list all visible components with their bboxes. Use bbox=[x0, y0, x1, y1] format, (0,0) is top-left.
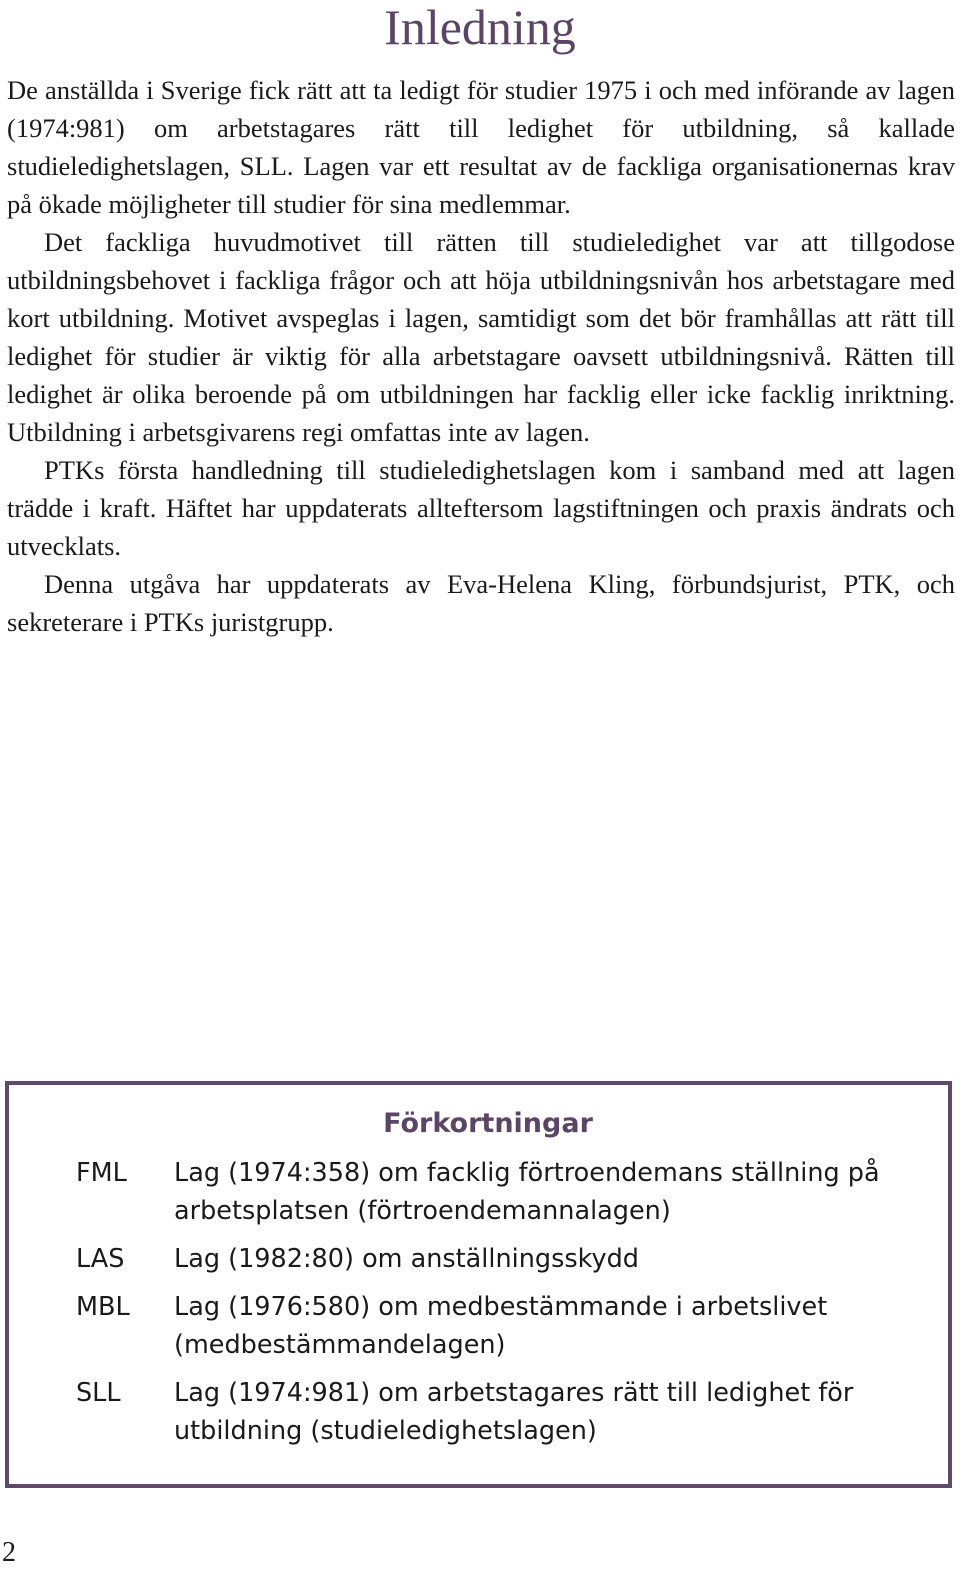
abbreviation-description: Lag (1976:580) om medbestämmande i arbetslivet (medbestämmandelagen) bbox=[174, 1292, 828, 1360]
abbreviation-row bbox=[76, 1154, 916, 1230]
page-number: 2 bbox=[2, 1537, 16, 1568]
abbreviation-key: LAS bbox=[76, 1244, 125, 1274]
abbreviations-heading: Förkortningar bbox=[383, 1108, 593, 1139]
abbreviation-description: Lag (1974:981) om arbetstagares rätt till ledighet för utbildning (studieledighetslagen) bbox=[174, 1378, 854, 1446]
abbreviation-row bbox=[76, 1288, 916, 1364]
intro-paragraph: Denna utgåva har uppdaterats av Eva-Helena Kling, förbundsjurist, PTK, och sekreterare i PTKs juristgrupp. bbox=[7, 569, 955, 637]
intro-section bbox=[7, 71, 955, 641]
abbreviation-key: SLL bbox=[76, 1378, 121, 1408]
intro-paragraph: PTKs första handledning till studieledighetslagen kom i samband med att lagen trädde i kraft. Häftet har uppdaterats allteftersom lagstiftningen och praxis ändrats och utvecklats. bbox=[7, 455, 955, 561]
abbreviation-description: Lag (1982:80) om anställningsskydd bbox=[174, 1244, 639, 1274]
abbreviation-description: Lag (1974:358) om facklig förtroendemans ställning på arbetsplatsen (förtroendemannalagen) bbox=[174, 1158, 880, 1226]
page-title: Inledning bbox=[384, 0, 576, 55]
abbreviations-list bbox=[76, 1154, 916, 1460]
abbreviation-row bbox=[76, 1240, 916, 1278]
intro-paragraph: De anställda i Sverige fick rätt att ta ledigt för studier 1975 i och med införande av lagen (1974:981) om arbetstagares rätt till ledighet för utbildning, så kallade studieledighetslagen, SLL. Lagen var ett resultat av de fackliga organisationernas krav på ökade möjligheter till studier för sina medlemmar. bbox=[7, 75, 955, 219]
abbreviation-key: FML bbox=[76, 1158, 127, 1188]
abbreviation-key: MBL bbox=[76, 1292, 130, 1322]
abbreviation-row bbox=[76, 1374, 916, 1450]
intro-paragraph: Det fackliga huvudmotivet till rätten till studieledighet var att tillgodose utbildningsbehovet i fackliga frågor och att höja utbildningsnivån hos arbetstagare med kort utbildning. Motivet avspeglas i lagen, samtidigt som det bör framhållas att rätt till ledighet för studier är viktig för alla arbetstagare oavsett utbildningsnivå. Rätten till ledighet är olika beroende på om utbildningen har facklig eller icke facklig inriktning. Utbildning i arbetsgivarens regi omfattas inte av lagen. bbox=[7, 227, 955, 447]
